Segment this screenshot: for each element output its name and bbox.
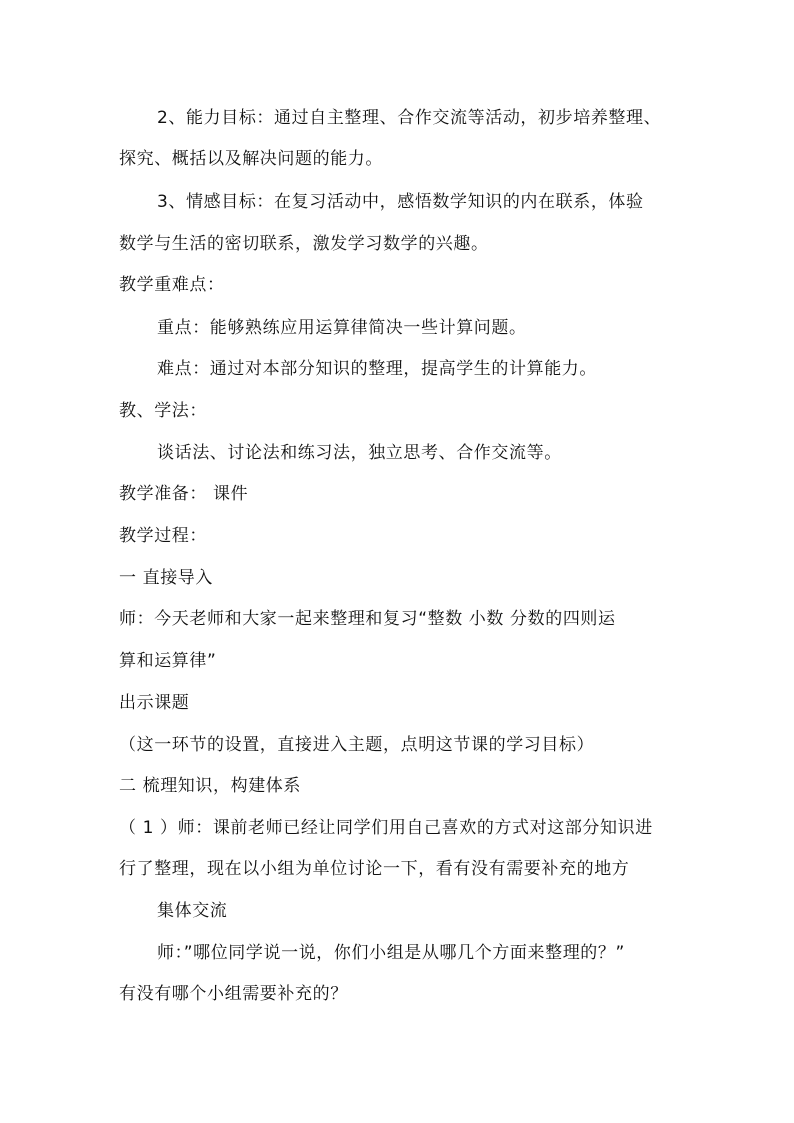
emotion-goal-line-1: 3、情感目标：在复习活动中，感悟数学知识的内在联系，体验	[157, 192, 644, 212]
teaching-methods-line: 谈话法、讨论法和练习法，独立思考、合作交流等。	[157, 443, 562, 463]
section-two-heading: 二 梳理知识，构建体系	[119, 776, 302, 796]
section-one-heading: 一 直接导入	[119, 568, 214, 588]
teaching-methods-heading: 教、学法：	[119, 401, 207, 421]
difficult-point-line: 难点：通过对本部分知识的整理，提高学生的计算能力。	[157, 359, 597, 379]
teacher-question-line: 师：”哪位同学说一说，你们小组是从哪几个方面来整理的？”	[157, 943, 625, 963]
topic-note-line: （这一环节的设置，直接进入主题，点明这节课的学习目标）	[119, 735, 595, 755]
key-difficult-points-heading: 教学重难点：	[119, 275, 225, 295]
teacher-instruction-line-1: （ 1 ）师：课前老师已经让同学们用自己喜欢的方式对这部分知识进	[119, 818, 653, 838]
key-point-line: 重点：能够熟练应用运算律简决一些计算问题。	[157, 318, 527, 338]
supplement-question-line: 有没有哪个小组需要补充的？	[119, 984, 348, 1004]
emotion-goal-line-2: 数学与生活的密切联系，激发学习数学的兴趣。	[119, 234, 489, 254]
teacher-intro-line-2: 算和运算律”	[119, 651, 217, 671]
ability-goal-line-1: 2、能力目标：通过自主整理、合作交流等活动，初步培养整理、	[157, 108, 662, 128]
show-topic-line: 出示课题	[119, 693, 190, 713]
teacher-instruction-line-2: 行了整理，现在以小组为单位讨论一下，看有没有需要补充的地方	[119, 859, 630, 879]
teaching-process-heading: 教学过程：	[119, 526, 207, 546]
group-exchange-line: 集体交流	[157, 901, 228, 921]
ability-goal-line-2: 探究、概括以及解决问题的能力。	[119, 149, 383, 169]
teaching-preparation-line: 教学准备： 课件	[119, 484, 249, 504]
teacher-intro-line-1: 师：今天老师和大家一起来整理和复习“整数 小数 分数的四则运	[119, 609, 616, 629]
